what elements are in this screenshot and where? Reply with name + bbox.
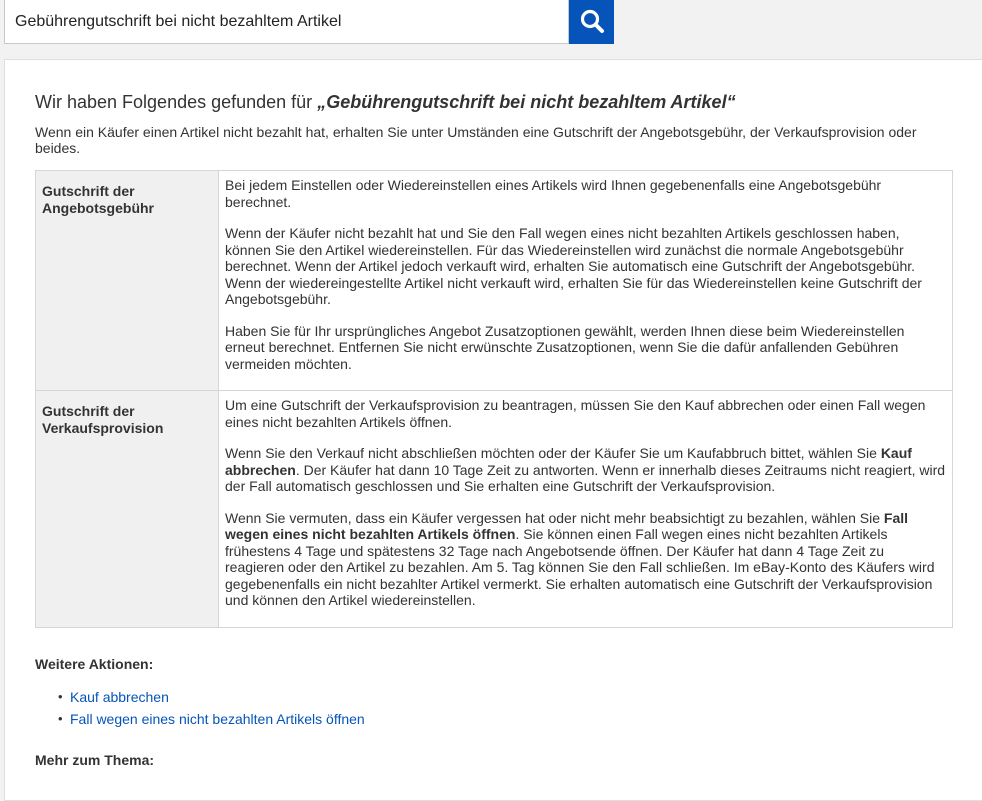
search-bar <box>4 0 614 44</box>
row-content <box>219 391 953 628</box>
table-row <box>36 171 953 391</box>
paragraph: Bei jedem Einstellen oder Wiedereinstellen eines Artikels wird Ihnen gegebenenfalls eine Angebotsgebühr berechnet. <box>225 177 882 210</box>
row-content <box>219 171 953 391</box>
intro-text: Wenn ein Käufer einen Artikel nicht bezahlt hat, erhalten Sie unter Umständen eine Gutschrift der Angebotsgebühr, der Verkaufsprovision oder beides. <box>35 124 917 156</box>
row-label: Gutschrift der Angebotsgebühr <box>36 171 219 391</box>
text: Wenn Sie vermuten, dass ein Käufer vergessen hat oder nicht mehr beabsichtigt zu bezahlen, wählen Sie <box>225 509 884 526</box>
more-actions-heading: Weitere Aktionen: <box>35 655 154 672</box>
open-unpaid-case-link[interactable]: Fall wegen eines nicht bezahlten Artikels öffnen <box>70 710 365 727</box>
fee-credit-table <box>35 170 953 628</box>
page-title <box>35 90 953 114</box>
search-icon <box>579 8 605 37</box>
bold-text: Fall wegen eines nicht bezahlten Artikels öffnen <box>225 509 909 542</box>
paragraph <box>225 510 946 609</box>
text: Wenn Sie den Verkauf nicht abschließen möchten oder der Käufer Sie um Kaufabbruch bittet, wählen Sie <box>225 445 881 461</box>
title-prefix: Wir haben Folgendes gefunden für <box>35 92 318 112</box>
results-panel <box>4 59 982 801</box>
cancel-purchase-link[interactable]: Kauf abbrechen <box>70 688 169 705</box>
paragraph <box>225 445 946 495</box>
table-row <box>36 391 953 628</box>
bold-text: Kauf abbrechen <box>225 445 912 478</box>
paragraph: Um eine Gutschrift der Verkaufsprovision zu beantragen, müssen Sie den Kauf abbrechen oder einen Fall wegen eines nicht bezahlten Artikels öffnen. <box>225 397 926 430</box>
row-label: Gutschrift der Verkaufsprovision <box>36 391 219 628</box>
search-button[interactable] <box>569 0 614 44</box>
text: . Sie können einen Fall wegen eines nicht bezahlten Artikels frühestens 4 Tage und spätestens 32 Tage nach Angebotsende öffnen. Der Käufer hat dann 4 Tage Zeit zu reagieren oder den Artikel zu bezahlen. Am 5. Tag können Sie den Fall schließen. Im eBay-Konto des Käufers wird gegebenenfalls ein nicht bezahlter Artikel vermerkt. Sie erhalten automatisch eine Gutschrift der Verkaufsprovision und können den Artikel wiedereinstellen. <box>225 526 935 608</box>
text: . Der Käufer hat dann 10 Tage Zeit zu antworten. Wenn er innerhalb dieses Zeitraums nicht reagiert, wird der Fall automatisch geschlossen und Sie erhalten eine Gutschrift der Verkaufsprovision. <box>225 461 946 494</box>
paragraph: Haben Sie für Ihr ursprüngliches Angebot Zusatzoptionen gewählt, werden Ihnen diese beim Wiedereinstellen erneut berechnet. Entfernen Sie nicht erwünschte Zusatzoptionen, wenn Sie die dafür anfallenden Gebühren vermeiden möchten. <box>225 322 905 372</box>
search-input[interactable] <box>4 0 569 44</box>
action-links <box>35 686 953 730</box>
results-content <box>35 90 953 768</box>
paragraph: Wenn der Käufer nicht bezahlt hat und Sie den Fall wegen eines nicht bezahlten Artikels geschlossen haben, können Sie den Artikel wiedereinstellen. Für das Wiedereinstellen wird zunächst die normale Angebotsgebühr berechnet. Wenn der Artikel jedoch verkauft wird, erhalten Sie automatisch eine Gutschrift der Angebotsgebühr. Wenn der wiedereingestellte Artikel nicht verkauft wird, erhalten Sie für das Wiedereinstellen keine Gutschrift der Angebotsgebühr. <box>225 225 922 307</box>
more-topic-heading: Mehr zum Thema: <box>35 751 155 768</box>
list-item <box>70 686 953 708</box>
title-query: „Gebührengutschrift bei nicht bezahltem Artikel“ <box>317 92 736 112</box>
list-item <box>70 708 953 730</box>
